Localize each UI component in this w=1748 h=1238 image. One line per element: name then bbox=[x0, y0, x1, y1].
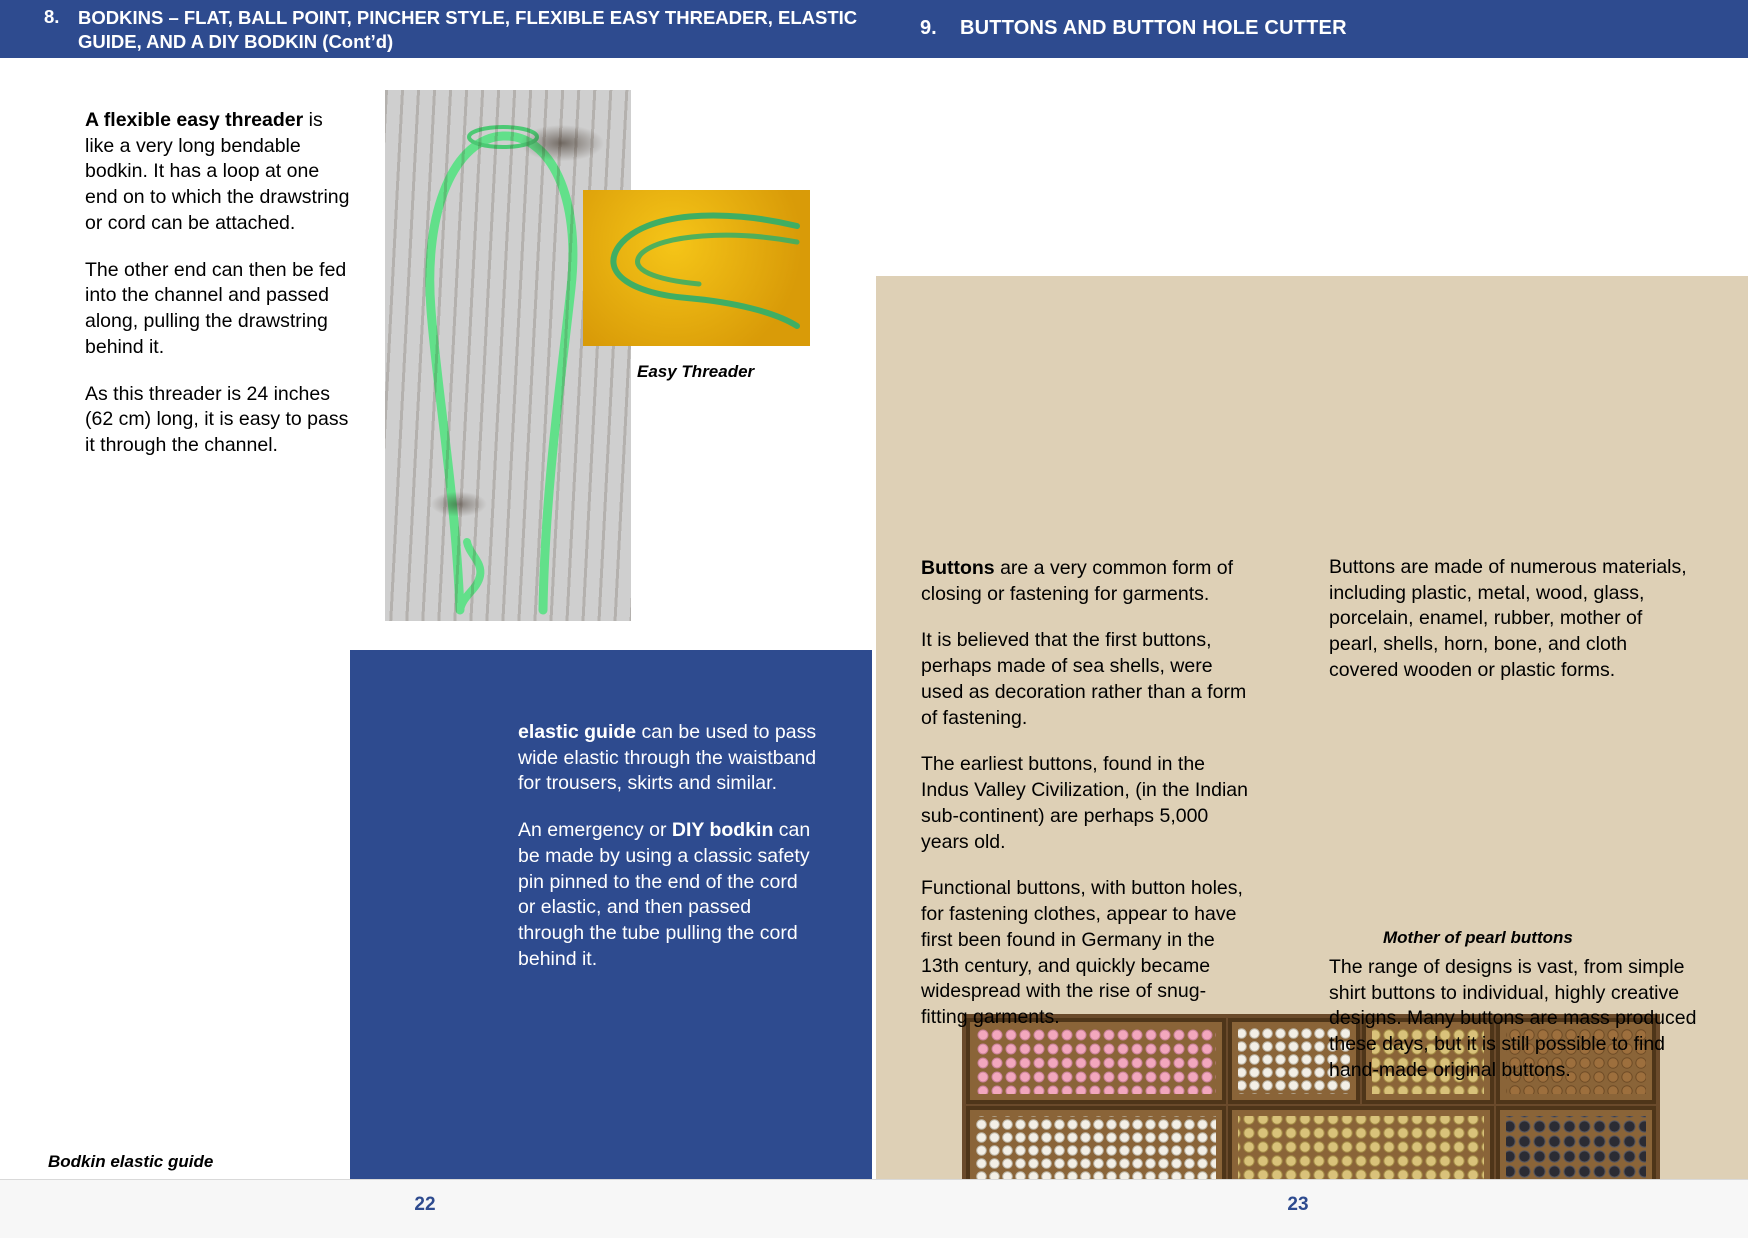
bodkin-elastic-guide-caption: Bodkin elastic guide bbox=[48, 1152, 214, 1171]
easy-threader-caption: Easy Threader bbox=[637, 362, 755, 381]
right-right-column-text-top bbox=[1329, 555, 1694, 684]
right-left-para-1-lead: Buttons bbox=[921, 557, 995, 579]
left-blue-panel bbox=[350, 650, 872, 1179]
left-para-1-lead: A flexible easy threader bbox=[85, 109, 304, 131]
right-left-para-4: Functional buttons, with button holes, for fastening clothes, appear to have first been found in Germany in the 13th century, and quickly became widespread with the rise of snug-fitting garments. bbox=[921, 877, 1243, 1029]
page-footer bbox=[0, 1179, 1748, 1238]
left-page-header bbox=[0, 0, 876, 58]
right-left-para-2: It is believed that the first buttons, perhaps made of sea shells, were used as decoration rather than a form of fastening. bbox=[921, 629, 1247, 729]
right-right-para-2: The range of designs is vast, from simple shirt buttons to individual, highly creative designs. Many buttons are mass produced these days, but it is still possible to find hand-made original buttons. bbox=[1329, 956, 1697, 1081]
left-header-number: 8. bbox=[44, 6, 60, 27]
left-header-title: BODKINS – FLAT, BALL POINT, PINCHER STYLE, FLEXIBLE EASY THREADER, ELASTIC GUIDE, AND A DIY BODKIN (Cont’d) bbox=[78, 7, 858, 52]
blue-para-1-lead: elastic guide bbox=[518, 721, 637, 743]
blue-para-2-pre: An emergency or bbox=[518, 819, 672, 842]
right-left-para-3: The earliest buttons, found in the Indus Valley Civilization, (in the Indian sub-continent) are perhaps 5,000 years old. bbox=[921, 753, 1248, 853]
right-right-column-text-bottom bbox=[1329, 955, 1701, 1084]
right-page-header bbox=[876, 0, 1748, 58]
green-threader-closeup-illustration bbox=[583, 190, 810, 346]
left-body-text bbox=[85, 108, 350, 459]
right-header-title: BUTTONS AND BUTTON HOLE CUTTER bbox=[960, 17, 1347, 39]
right-left-para-1 bbox=[921, 556, 1251, 607]
left-para-2: The other end can then be fed into the channel and passed along, pulling the drawstring behind it. bbox=[85, 258, 347, 358]
mother-of-pearl-caption: Mother of pearl buttons bbox=[1383, 928, 1573, 947]
right-left-para-1-rest: are a very common form of closing or fastening for garments. bbox=[921, 557, 1234, 605]
easy-threader-photo bbox=[385, 90, 631, 621]
blue-para-1 bbox=[518, 720, 818, 797]
right-header-number: 9. bbox=[920, 17, 937, 39]
blue-para-2-bold: DIY bodkin bbox=[671, 819, 774, 842]
right-right-para-1: Buttons are made of numerous materials, including plastic, metal, wood, glass, porcelain, enamel, rubber, mother of pearl, shells, horn, bone, and cloth covered wooden or plastic forms. bbox=[1329, 556, 1687, 681]
folio-right: 23 bbox=[1287, 1194, 1309, 1215]
folio-left: 22 bbox=[414, 1194, 436, 1215]
blue-panel-text bbox=[518, 720, 818, 973]
blue-para-2-rest: can be made by using a classic safety pin pinned to the end of the cord or elastic, and then passed through the tube pulling the cord behind it. bbox=[518, 819, 811, 970]
blue-para-1-rest: can be used to pass wide elastic through the waistband for trousers, skirts and similar. bbox=[518, 721, 817, 795]
green-threader-illustration bbox=[385, 90, 631, 621]
left-para-3: As this threader is 24 inches (62 cm) long, it is easy to pass it through the channel. bbox=[85, 382, 349, 457]
left-para-1 bbox=[85, 108, 350, 237]
blue-para-2 bbox=[518, 818, 818, 972]
left-para-1-rest: is like a very long bendable bodkin. It has a loop at one end on to which the drawstring or cord can be attached. bbox=[85, 109, 350, 234]
right-left-column-text bbox=[921, 556, 1251, 1031]
easy-threader-closeup-photo bbox=[583, 190, 810, 346]
